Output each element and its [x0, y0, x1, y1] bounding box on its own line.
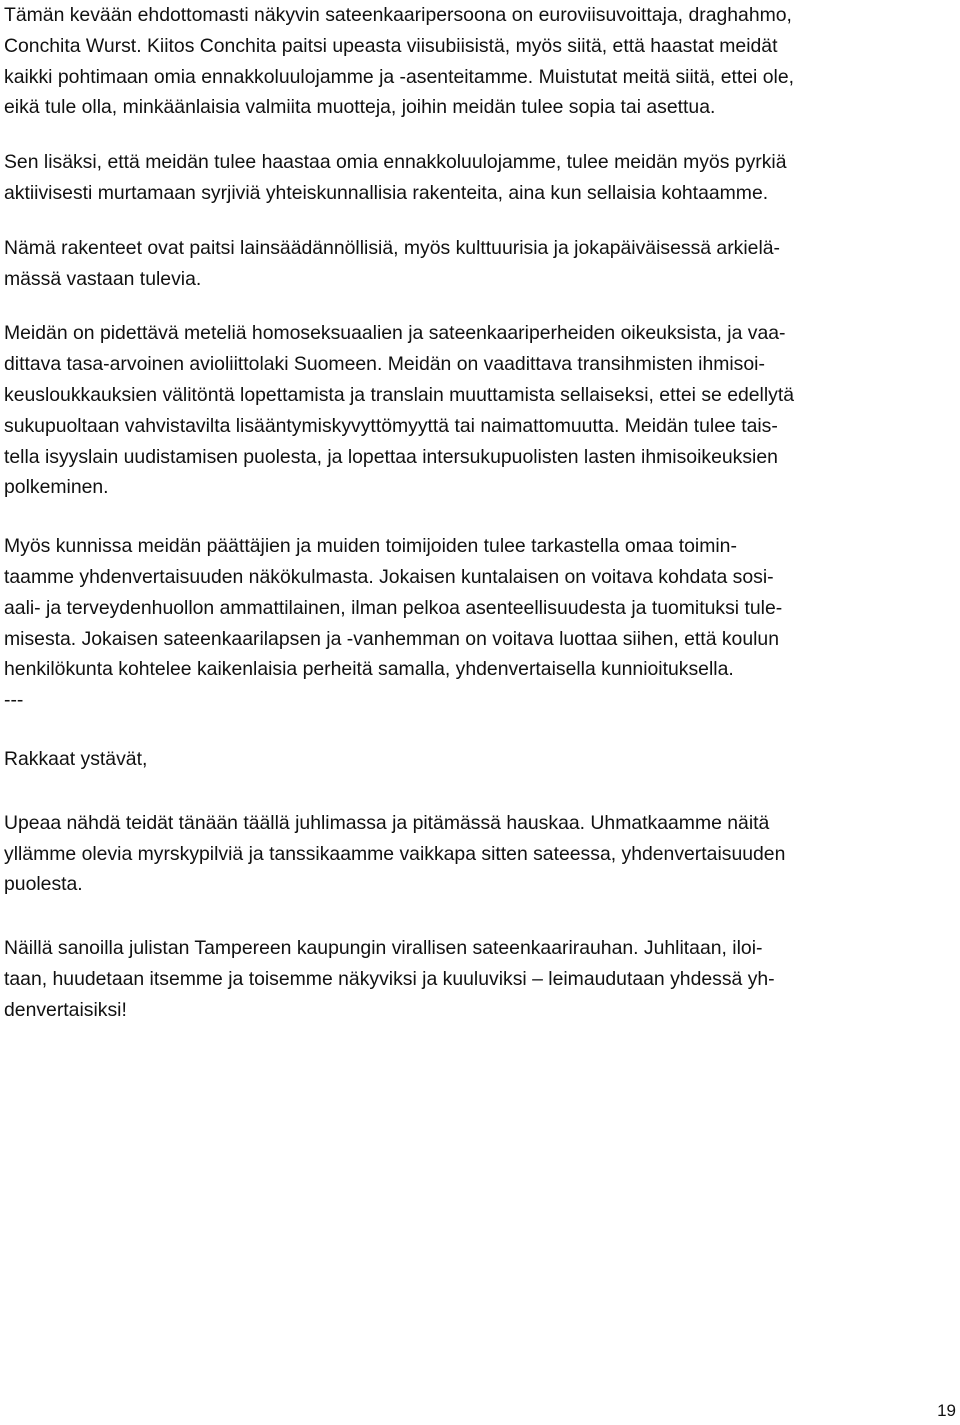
text-line: sukupuoltaan vahvistavilta lisääntymiskyvyttömyyttä tai naimattomuutta. Meidän tulee tais-: [4, 414, 778, 437]
paragraph-spacer: [4, 900, 960, 933]
text-line: henkilökunta kohtelee kaikenlaisia perheitä samalla, yhdenvertaisella kunnioituksella.: [4, 658, 734, 681]
text-line: taamme yhdenvertaisuuden näkökulmasta. Jokaisen kuntalaisen on voitava kohdata sosi-: [4, 565, 774, 588]
paragraph-celebration: [4, 808, 960, 900]
paragraph-spacer: [4, 716, 960, 744]
paragraph-legislation: [4, 233, 960, 295]
text-line: yllämme olevia myrskypilviä ja tanssikaamme vaikkapa sitten sateessa, yhdenvertaisuuden: [4, 842, 786, 865]
text-line: polkeminen.: [4, 476, 109, 499]
section-divider: ---: [4, 689, 24, 712]
paragraph-spacer: [4, 123, 960, 147]
text-line: aali- ja terveydenhuollon ammattilainen, ilman pelkoa asenteellisuudesta ja tuomituksi tule-: [4, 596, 783, 619]
text-line: puolesta.: [4, 873, 83, 896]
paragraph-spacer: [4, 503, 960, 531]
text-line: Upeaa nähdä teidät tänään täällä juhlimassa ja pitämässä hauskaa. Uhmatkaamme näitä: [4, 811, 770, 834]
paragraph-municipalities: [4, 531, 960, 716]
text-line: misesta. Jokaisen sateenkaarilapsen ja -vanhemman on voitava luottaa siihen, että koulun: [4, 627, 780, 650]
paragraph-spacer: [4, 209, 960, 233]
text-line: dittava tasa-arvoinen avioliittolaki Suomeen. Meidän on vaadittava transihmisten ihmisoi-: [4, 353, 765, 376]
text-line: keusloukkauksien välitöntä lopettamista ja translain muuttamista sellaiseksi, ettei se edellytä: [4, 383, 795, 406]
paragraph-proclamation: [4, 933, 960, 1025]
text-line: mässä vastaan tulevia.: [4, 267, 202, 290]
text-line: Myös kunnissa meidän päättäjien ja muiden toimijoiden tulee tarkastella omaa toimin-: [4, 535, 737, 558]
text-line: aktiivisesti murtamaan syrjiviä yhteiskunnallisia rakenteita, aina kun sellaisia kohtaamme.: [4, 181, 769, 204]
text-line: eikä tule olla, minkäänlaisia valmiita muotteja, joihin meidän tulee sopia tai asettua.: [4, 96, 716, 119]
paragraph-conchita: [4, 0, 960, 123]
paragraph-greeting: [4, 744, 960, 775]
text-line: Sen lisäksi, että meidän tulee haastaa omia ennakkoluulojamme, tulee meidän myös pyrkiä: [4, 151, 787, 174]
text-line: Nämä rakenteet ovat paitsi lainsäädännöllisiä, myös kulttuurisia ja jokapäiväisessä arkielä-: [4, 236, 781, 259]
text-line: Rakkaat ystävät,: [4, 747, 148, 770]
text-line: denvertaisiksi!: [4, 998, 127, 1021]
text-line: Tämän kevään ehdottomasti näkyvin sateenkaaripersoona on euroviisuvoittaja, draghahmo,: [4, 4, 792, 26]
text-line: Conchita Wurst. Kiitos Conchita paitsi upeasta viisubiisistä, myös siitä, että haastat meidät: [4, 34, 778, 57]
text-line: tella isyyslain uudistamisen puolesta, ja lopettaa intersukupuolisten lasten ihmisoikeuksien: [4, 445, 778, 468]
paragraph-rights: [4, 318, 960, 503]
document-page: [4, 0, 960, 1026]
text-line: taan, huudetaan itsemme ja toisemme näkyviksi ja kuuluviksi – leimaudutaan yhdessä yh-: [4, 967, 775, 990]
text-line: Näillä sanoilla julistan Tampereen kaupungin virallisen sateenkaarirauhan. Juhlitaan, iloi-: [4, 937, 763, 960]
paragraph-structures: [4, 147, 960, 209]
text-line: kaikki pohtimaan omia ennakkoluulojamme ja -asenteitamme. Muistutat meitä siitä, ettei ole,: [4, 65, 794, 88]
paragraph-spacer: [4, 775, 960, 808]
text-line: Meidän on pidettävä meteliä homoseksuaalien ja sateenkaariperheiden oikeuksista, ja vaa-: [4, 322, 786, 345]
page-number: 19: [937, 1401, 956, 1420]
paragraph-spacer: [4, 294, 960, 318]
